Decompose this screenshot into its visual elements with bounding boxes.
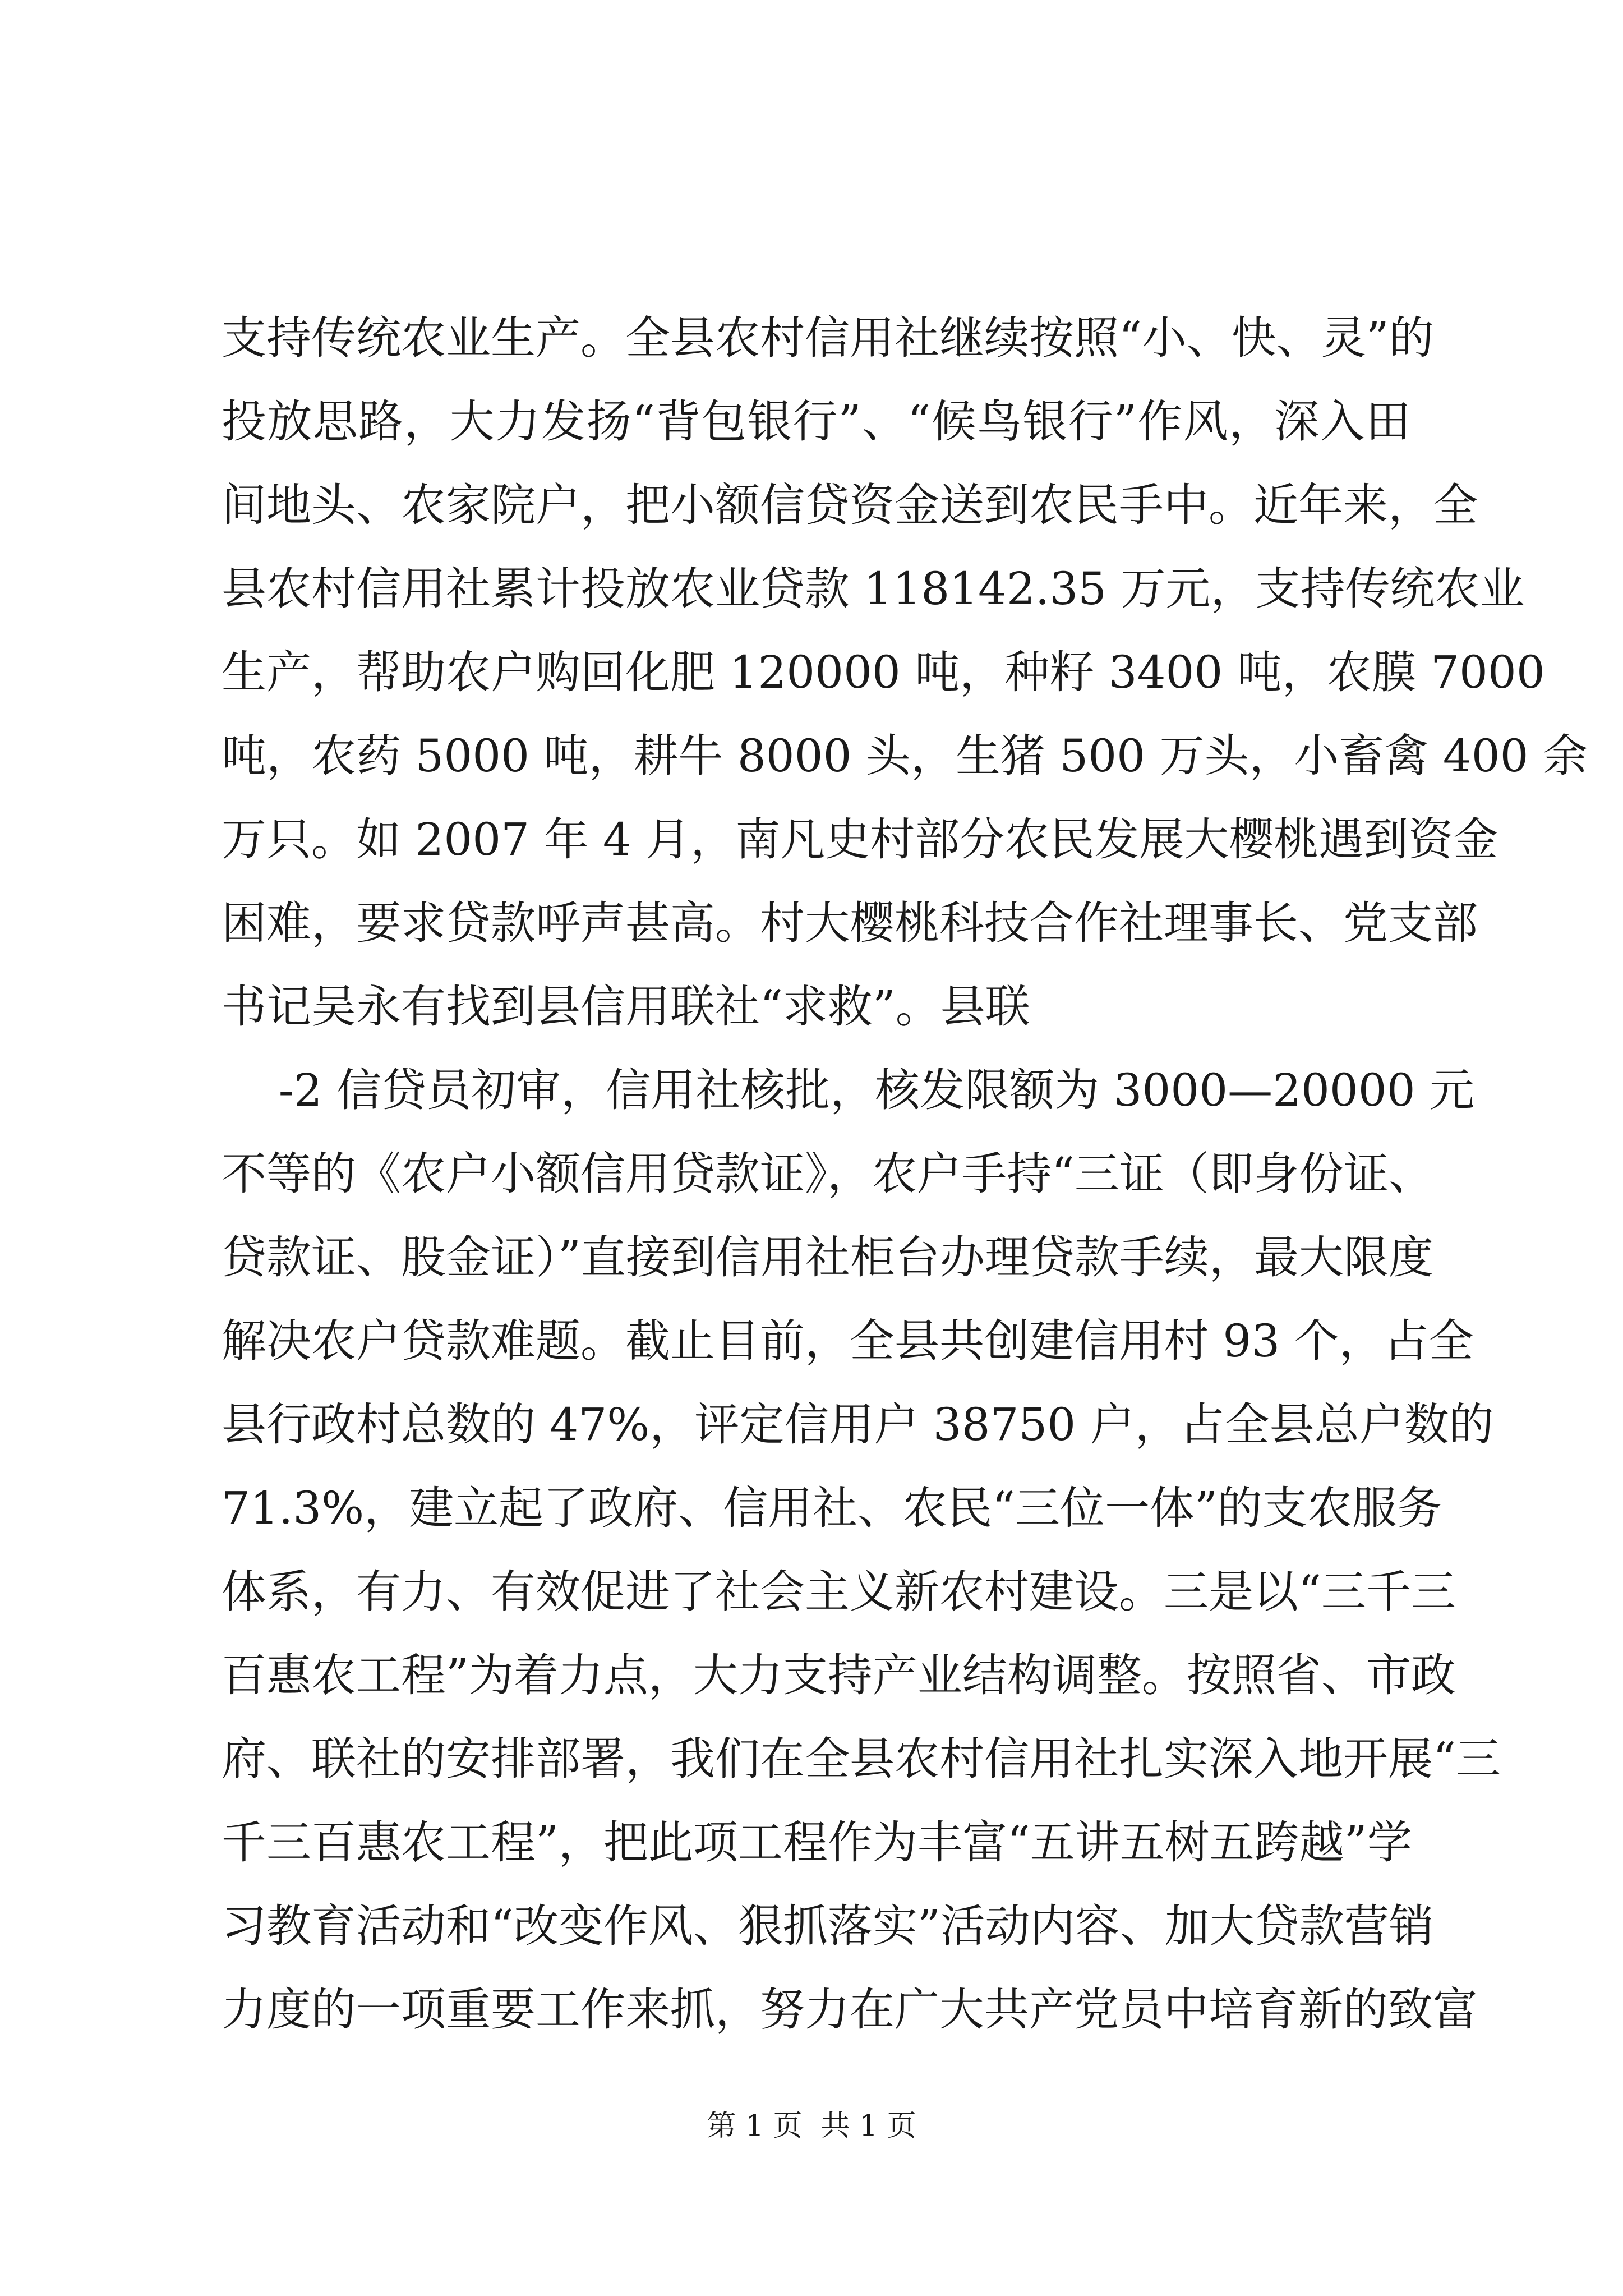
text-line: 县农村信用社累计投放农业贷款 118142.35 万元，支持传统农业	[222, 563, 1525, 615]
text-line: 百惠农工程”为着力点，大力支持产业结构调整。按照省、市政	[222, 1649, 1456, 1701]
page-footer	[0, 2106, 1623, 2146]
text-line: -2 信贷员初审，信用社核批，核发限额为 3000—20000 元	[222, 1064, 1475, 1116]
page-number: 第 1 页 共 1 页	[707, 2109, 916, 2143]
text-line: 支持传统农业生产。全县农村信用社继续按照“小、快、灵”的	[222, 312, 1434, 364]
text-line: 困难，要求贷款呼声甚高。村大樱桃科技合作社理事长、党支部	[222, 897, 1478, 949]
text-line: 生产，帮助农户购回化肥 120000 吨，种籽 3400 吨，农膜 7000	[222, 646, 1545, 698]
text-line: 71.3%，建立起了政府、信用社、农民“三位一体”的支农服务	[222, 1482, 1442, 1534]
text-line: 习教育活动和“改变作风、狠抓落实”活动内容、加大贷款营销	[222, 1900, 1434, 1952]
text-line: 书记吴永有找到县信用联社“求救”。县联	[222, 981, 1030, 1033]
text-line: 府、联社的安排部署，我们在全县农村信用社扎实深入地开展“三	[222, 1733, 1501, 1785]
text-line: 贷款证、股金证）”直接到信用社柜台办理贷款手续，最大限度	[222, 1231, 1433, 1283]
text-line: 县行政村总数的 47%，评定信用户 38750 户，占全县总户数的	[222, 1398, 1494, 1451]
text-line: 投放思路，大力发扬“背包银行”、“候鸟银行”作风，深入田	[222, 395, 1410, 448]
body-text	[222, 296, 1588, 2051]
text-line: 吨，农药 5000 吨，耕牛 8000 头，生猪 500 万头，小畜禽 400 余	[222, 730, 1588, 782]
text-line: 间地头、农家院户，把小额信贷资金送到农民手中。近年来，全	[222, 479, 1478, 531]
text-line: 体系，有力、有效促进了社会主义新农村建设。三是以“三千三	[222, 1566, 1456, 1618]
text-line: 不等的《农户小额信用贷款证》，农户手持“三证（即身份证、	[222, 1148, 1433, 1200]
text-line: 解决农户贷款难题。截止目前，全县共创建信用村 93 个，占全	[222, 1315, 1474, 1367]
text-line: 万只。如 2007 年 4 月，南凡史村部分农民发展大樱桃遇到资金	[222, 813, 1498, 866]
text-line: 千三百惠农工程”，把此项工程作为丰富“五讲五树五跨越”学	[222, 1816, 1412, 1869]
text-line: 力度的一项重要工作来抓，努力在广大共产党员中培育新的致富	[222, 1984, 1478, 2036]
